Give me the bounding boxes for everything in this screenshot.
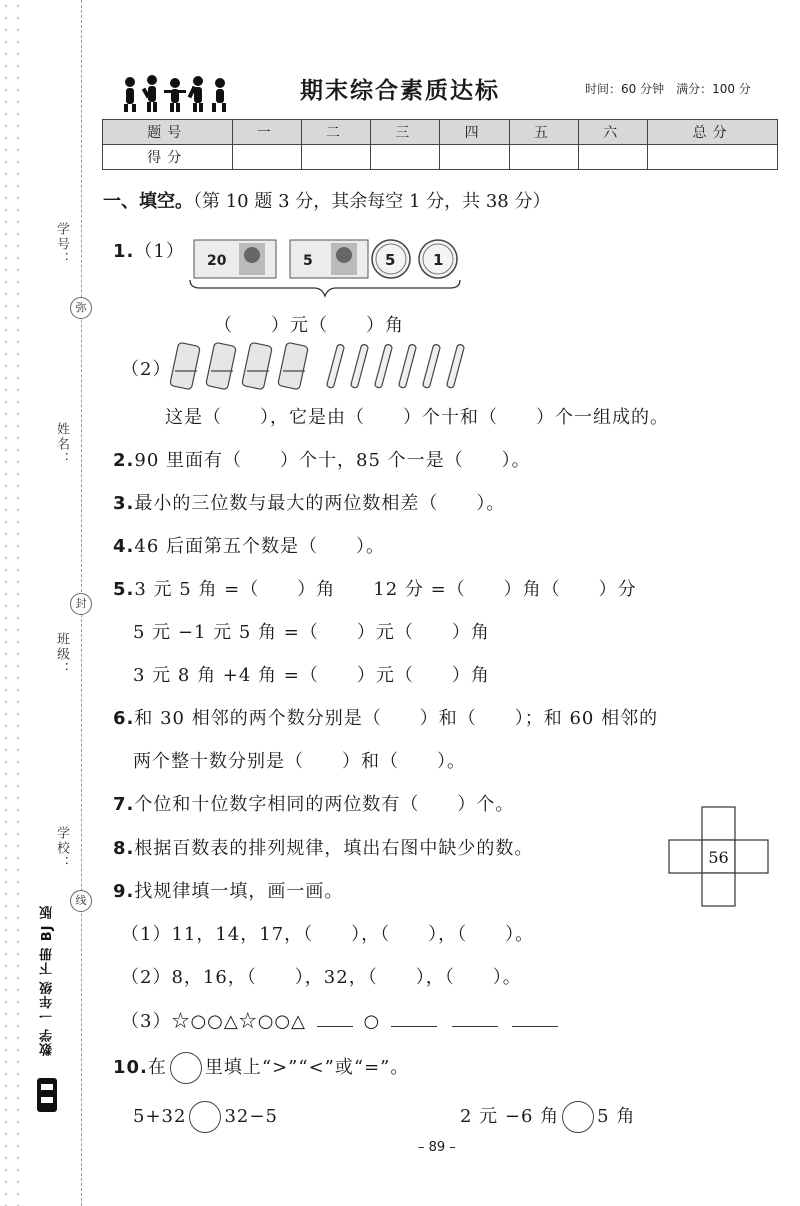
pattern-3	[121, 1007, 562, 1033]
question-text: 最小的三位数与最大的两位数相差（ ）。	[134, 493, 506, 514]
question-10	[113, 1052, 409, 1084]
money-picture	[193, 237, 463, 281]
score-cell[interactable]	[648, 145, 778, 170]
hundred-chart-cross	[668, 806, 770, 908]
yuan-jiao-answer: （ ）元（ ）角	[214, 315, 404, 336]
pattern-shapes: （3）☆○○△☆○○△	[121, 1011, 306, 1032]
coin-5-jiao	[372, 240, 410, 278]
question-part: （2）	[121, 359, 172, 380]
question-number: 5.	[113, 579, 135, 600]
seal-mark: 线	[70, 890, 92, 912]
expression: 5+32	[133, 1106, 187, 1127]
question-part: （1）	[134, 241, 185, 262]
table-header-cell: 六	[579, 120, 648, 145]
table-header-cell: 题号	[103, 120, 233, 145]
section-note: （第 10 题 3 分，其余每空 1 分，共 38 分）	[193, 191, 551, 212]
pattern-2: （2）8，16，（ ），32，（ ），（ ）。	[121, 967, 522, 988]
blank-cell-bottom[interactable]	[702, 873, 735, 906]
page-title: 期末综合素质达标	[300, 78, 500, 104]
score-cell[interactable]	[232, 145, 301, 170]
draw-blank[interactable]	[317, 1026, 353, 1027]
question-5-line-3: 3 元 8 角 +4 角 =（ ）元（ ）角	[133, 665, 490, 686]
question-2	[113, 446, 531, 472]
question-text: 90 里面有（ ）个十，85 个一是（ ）。	[134, 450, 531, 471]
book-title: 数学 一年级 下册 BJ 版	[40, 905, 55, 1056]
question-number: 7.	[113, 794, 135, 815]
section-label: 一、填空。	[103, 191, 193, 212]
score-cell[interactable]	[371, 145, 440, 170]
book-label	[38, 905, 57, 1056]
question-5-line-2: 5 元 −1 元 5 角 =（ ）元（ ）角	[133, 622, 490, 643]
banknote-value: 5	[303, 253, 313, 269]
table-row	[103, 120, 778, 145]
compare-left	[133, 1101, 278, 1133]
question-5	[113, 575, 637, 601]
question-number: 10.	[113, 1057, 148, 1078]
draw-blank[interactable]	[452, 1026, 498, 1027]
page-number: – 89 –	[418, 1140, 456, 1155]
expression: 32−5	[224, 1106, 278, 1127]
question-number: 4.	[113, 536, 135, 557]
class-label: 班级：	[54, 632, 69, 677]
seal-mark: 封	[70, 593, 92, 615]
table-header-cell: 二	[301, 120, 370, 145]
question-text: 3 元 5 角 =（ ）角 12 分 =（ ）角（ ）分	[134, 579, 637, 600]
question-text: 和 30 相邻的两个数分别是（ ）和（ ）；和 60 相邻的	[134, 708, 659, 729]
score-cell[interactable]	[509, 145, 578, 170]
question-text: 个位和十位数字相同的两位数有（ ）个。	[134, 794, 515, 815]
table-header-cell: 总分	[648, 120, 778, 145]
score-cell[interactable]	[440, 145, 509, 170]
score-row-label: 得分	[103, 145, 233, 170]
expression: 5 角	[597, 1106, 636, 1127]
draw-blank[interactable]	[391, 1026, 437, 1027]
table-header-cell: 一	[232, 120, 301, 145]
question-text: 里填上“>”“<”或“=”。	[204, 1057, 410, 1078]
pattern-1: （1）11，14，17，（ ），（ ），（ ）。	[121, 924, 535, 945]
score-cell[interactable]	[301, 145, 370, 170]
sticks-question: 这是（ ），它是由（ ）个十和（ ）个一组成的。	[165, 407, 669, 428]
circle-icon	[170, 1052, 202, 1084]
brace-icon	[188, 278, 462, 300]
question-number: 6.	[113, 708, 135, 729]
blank-cell-right[interactable]	[735, 840, 768, 873]
banknote-20	[194, 240, 276, 278]
question-number: 1.	[113, 241, 135, 262]
question-9	[113, 877, 343, 903]
question-number: 2.	[113, 450, 135, 471]
question-8	[113, 834, 533, 860]
blank-cell-top[interactable]	[702, 807, 735, 840]
pattern-shape: ○	[363, 1011, 381, 1032]
bundled-sticks-picture	[170, 338, 470, 394]
question-text: 46 后面第五个数是（ ）。	[134, 536, 385, 557]
blank-cell-left[interactable]	[669, 840, 702, 873]
compare-circle[interactable]	[562, 1101, 594, 1133]
table-header-cell: 五	[509, 120, 578, 145]
table-header-cell: 三	[371, 120, 440, 145]
question-4	[113, 532, 385, 558]
section-heading	[103, 187, 551, 213]
question-text: 在	[147, 1057, 167, 1078]
question-number: 8.	[113, 838, 135, 859]
kids-silhouette-icon	[120, 74, 230, 114]
publisher-logo-icon	[34, 1075, 60, 1115]
question-number: 9.	[113, 881, 135, 902]
student-number-label: 学号：	[54, 222, 69, 267]
draw-blank[interactable]	[512, 1026, 558, 1027]
question-6-line-2: 两个整十数分别是（ ）和（ ）。	[133, 751, 466, 772]
time-info: 时间：60 分钟 满分：100 分	[585, 82, 751, 96]
table-header-cell: 四	[440, 120, 509, 145]
school-label: 学校：	[54, 826, 69, 871]
seal-mark: 弥	[70, 297, 92, 319]
question-6	[113, 704, 658, 730]
question-1	[113, 237, 185, 263]
banknote-value: 20	[207, 253, 227, 269]
question-number: 3.	[113, 493, 135, 514]
coin-value: 5	[385, 251, 396, 269]
compare-right	[460, 1101, 635, 1133]
banknote-5	[290, 240, 368, 278]
table-row	[103, 145, 778, 170]
compare-circle[interactable]	[189, 1101, 221, 1133]
question-7	[113, 790, 514, 816]
question-text: 找规律填一填，画一画。	[134, 881, 344, 902]
question-3	[113, 489, 505, 515]
given-number: 56	[708, 848, 729, 867]
score-cell[interactable]	[579, 145, 648, 170]
expression: 2 元 −6 角	[460, 1106, 560, 1127]
name-label: 姓名：	[54, 422, 69, 467]
coin-1-yuan	[419, 240, 457, 278]
coin-value: 1	[433, 251, 444, 269]
question-text: 根据百数表的排列规律，填出右图中缺少的数。	[134, 838, 534, 859]
dot-pattern	[0, 0, 26, 1206]
score-table	[102, 119, 778, 170]
